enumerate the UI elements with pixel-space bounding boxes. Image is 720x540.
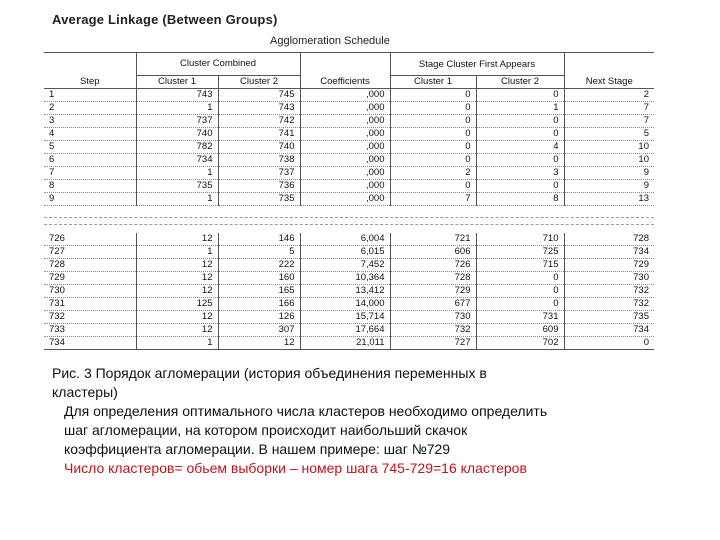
table-cell: 677 bbox=[390, 298, 476, 311]
table-cell: 12 bbox=[218, 337, 300, 350]
table-cell: 782 bbox=[136, 141, 218, 154]
col-header-stage-cluster-1: Cluster 1 bbox=[390, 76, 476, 89]
table-cell: 738 bbox=[218, 154, 300, 167]
table-cell: 729 bbox=[390, 285, 476, 298]
table-cell: 741 bbox=[218, 128, 300, 141]
table-cell: 728 bbox=[44, 259, 136, 272]
table-cell: 731 bbox=[44, 298, 136, 311]
table-cell: ,000 bbox=[300, 89, 390, 102]
table-cell: 13 bbox=[564, 193, 654, 206]
table-cell: 710 bbox=[476, 233, 564, 246]
table-cell: 0 bbox=[476, 298, 564, 311]
table-cell: 606 bbox=[390, 246, 476, 259]
table-cell: 12 bbox=[136, 311, 218, 324]
table-cell: 727 bbox=[44, 246, 136, 259]
table-row bbox=[44, 115, 654, 128]
table-cell: 166 bbox=[218, 298, 300, 311]
table-cell: 731 bbox=[476, 311, 564, 324]
table-cell: 737 bbox=[218, 167, 300, 180]
table-cell: 734 bbox=[44, 337, 136, 350]
table-cell: 6 bbox=[44, 154, 136, 167]
table-cell: 4 bbox=[44, 128, 136, 141]
col-header-coefficients: Coefficients bbox=[300, 76, 390, 89]
table-cell: 5 bbox=[564, 128, 654, 141]
table-cell: 3 bbox=[476, 167, 564, 180]
header-blank bbox=[564, 53, 654, 76]
col-header-step: Step bbox=[44, 76, 136, 89]
table-cell: 715 bbox=[476, 259, 564, 272]
table-cell: 740 bbox=[136, 128, 218, 141]
table-cell: 732 bbox=[564, 285, 654, 298]
table-cell: 745 bbox=[218, 89, 300, 102]
table-cell: 740 bbox=[218, 141, 300, 154]
table-cell: 9 bbox=[564, 180, 654, 193]
table-cell: 0 bbox=[564, 337, 654, 350]
caption-line: кластеры) bbox=[52, 384, 118, 400]
table-cell: 15,714 bbox=[300, 311, 390, 324]
table-cell: 733 bbox=[44, 324, 136, 337]
table-cell: 126 bbox=[218, 311, 300, 324]
header-blank bbox=[300, 53, 390, 76]
table-cell: 146 bbox=[218, 233, 300, 246]
table-cell: 0 bbox=[390, 180, 476, 193]
cluster-count-formula: Число кластеров= обьем выборки – номер шага 745-729=16 кластеров bbox=[64, 460, 527, 476]
table-cell: 6,004 bbox=[300, 233, 390, 246]
table-cell: 165 bbox=[218, 285, 300, 298]
table-cell: 734 bbox=[564, 324, 654, 337]
table-cell: 7 bbox=[44, 167, 136, 180]
table-cell: 0 bbox=[390, 128, 476, 141]
table-cell: 8 bbox=[44, 180, 136, 193]
table-row bbox=[44, 180, 654, 193]
table-cell: 735 bbox=[136, 180, 218, 193]
explanation-line: шаг агломерации, на котором происходит наибольший скачок bbox=[64, 422, 468, 438]
table-row bbox=[44, 128, 654, 141]
table-cell: 10 bbox=[564, 141, 654, 154]
table-cell: 2 bbox=[44, 102, 136, 115]
table-cell: 0 bbox=[476, 272, 564, 285]
table-cell: 5 bbox=[44, 141, 136, 154]
table-row bbox=[44, 141, 654, 154]
table-cell: ,000 bbox=[300, 180, 390, 193]
table-cell: 9 bbox=[44, 193, 136, 206]
table-cell: ,000 bbox=[300, 128, 390, 141]
table-cell: 729 bbox=[564, 259, 654, 272]
col-header-cluster-2: Cluster 2 bbox=[218, 76, 300, 89]
table-cell: 1 bbox=[136, 337, 218, 350]
table-cell: 737 bbox=[136, 115, 218, 128]
table-row bbox=[44, 246, 654, 259]
table-row bbox=[44, 259, 654, 272]
table-row bbox=[44, 154, 654, 167]
explanation-line: Для определения оптимального числа кластеров необходимо определить bbox=[64, 403, 548, 419]
procedure-heading: Average Linkage (Between Groups) bbox=[52, 12, 278, 27]
table-row bbox=[44, 233, 654, 246]
table-row bbox=[44, 167, 654, 180]
table-cell: 12 bbox=[136, 233, 218, 246]
table-cell: 7,452 bbox=[300, 259, 390, 272]
table-cell: 0 bbox=[476, 154, 564, 167]
table-cell: 2 bbox=[390, 167, 476, 180]
table-cell: 0 bbox=[476, 115, 564, 128]
table-cell: 729 bbox=[44, 272, 136, 285]
col-header-next-stage: Next Stage bbox=[564, 76, 654, 89]
table-cell: 732 bbox=[390, 324, 476, 337]
table-cell: 726 bbox=[390, 259, 476, 272]
table-cell: 4 bbox=[476, 141, 564, 154]
table-cell: 10 bbox=[564, 154, 654, 167]
table-cell: 732 bbox=[564, 298, 654, 311]
table-cell: 1 bbox=[476, 102, 564, 115]
table-title: Agglomeration Schedule bbox=[270, 35, 390, 47]
table-cell: 12 bbox=[136, 285, 218, 298]
table-cell: 728 bbox=[564, 233, 654, 246]
agglomeration-table-top bbox=[44, 52, 654, 206]
table-cell: 743 bbox=[136, 89, 218, 102]
table-cell: 6,015 bbox=[300, 246, 390, 259]
table-row bbox=[44, 298, 654, 311]
table-cell: 726 bbox=[44, 233, 136, 246]
table-cell: 0 bbox=[476, 180, 564, 193]
table-row bbox=[44, 324, 654, 337]
table-cell: 0 bbox=[390, 102, 476, 115]
column-header-row bbox=[44, 76, 654, 89]
table-row bbox=[44, 102, 654, 115]
table-cell: 0 bbox=[390, 115, 476, 128]
figure-caption bbox=[52, 364, 652, 478]
table-row bbox=[44, 89, 654, 102]
table-cell: 0 bbox=[390, 89, 476, 102]
col-header-stage-cluster-2: Cluster 2 bbox=[476, 76, 564, 89]
table-cell: 0 bbox=[390, 154, 476, 167]
table-cell: 727 bbox=[390, 337, 476, 350]
table-cell: 1 bbox=[136, 193, 218, 206]
table-cell: 160 bbox=[218, 272, 300, 285]
table-cell: 17,664 bbox=[300, 324, 390, 337]
table-cell: 736 bbox=[218, 180, 300, 193]
table-cell: 728 bbox=[390, 272, 476, 285]
table-row bbox=[44, 272, 654, 285]
table-cell: 12 bbox=[136, 259, 218, 272]
table-cell: 702 bbox=[476, 337, 564, 350]
col-header-cluster-1: Cluster 1 bbox=[136, 76, 218, 89]
table-cell: 0 bbox=[476, 285, 564, 298]
table-row bbox=[44, 193, 654, 206]
table-cell: 9 bbox=[564, 167, 654, 180]
table-cell: 735 bbox=[564, 311, 654, 324]
table-cell: 14,000 bbox=[300, 298, 390, 311]
table-cell: 1 bbox=[136, 246, 218, 259]
table-row bbox=[44, 311, 654, 324]
header-cluster-combined: Cluster Combined bbox=[136, 53, 300, 76]
table-cell: 1 bbox=[44, 89, 136, 102]
table-cell: 734 bbox=[136, 154, 218, 167]
table-cell: 0 bbox=[476, 128, 564, 141]
table-cell: 730 bbox=[44, 285, 136, 298]
caption-line: Рис. 3 Порядок агломерации (история объединения переменных в bbox=[52, 365, 487, 381]
table-cell: 10,364 bbox=[300, 272, 390, 285]
table-cell: 1 bbox=[136, 167, 218, 180]
table-cell: 12 bbox=[136, 324, 218, 337]
table-cell: ,000 bbox=[300, 102, 390, 115]
table-cell: 3 bbox=[44, 115, 136, 128]
table-cell: 21,011 bbox=[300, 337, 390, 350]
table-cell: 13,412 bbox=[300, 285, 390, 298]
table-cell: 734 bbox=[564, 246, 654, 259]
table-cell: 725 bbox=[476, 246, 564, 259]
table-cell: 8 bbox=[476, 193, 564, 206]
table-cell: 2 bbox=[564, 89, 654, 102]
group-header-row bbox=[44, 53, 654, 76]
table-cell: 12 bbox=[136, 272, 218, 285]
table-cell: ,000 bbox=[300, 193, 390, 206]
explanation-line: коэффициента агломерации. В нашем примере: шаг №729 bbox=[64, 441, 451, 457]
table-cell: 735 bbox=[218, 193, 300, 206]
table-cell: 5 bbox=[218, 246, 300, 259]
agglomeration-table-bottom bbox=[44, 233, 654, 350]
table-cell: 1 bbox=[136, 102, 218, 115]
table-cell: 7 bbox=[390, 193, 476, 206]
table-cell: 730 bbox=[564, 272, 654, 285]
table-cell: 7 bbox=[564, 102, 654, 115]
table-cell: ,000 bbox=[300, 154, 390, 167]
table-gap-divider bbox=[44, 217, 654, 218]
table-cell: 743 bbox=[218, 102, 300, 115]
table-cell: 125 bbox=[136, 298, 218, 311]
table-cell: 222 bbox=[218, 259, 300, 272]
table-cell: ,000 bbox=[300, 115, 390, 128]
table-cell: 742 bbox=[218, 115, 300, 128]
table-cell: 7 bbox=[564, 115, 654, 128]
table-cell: 0 bbox=[390, 141, 476, 154]
table-row bbox=[44, 337, 654, 350]
header-blank bbox=[44, 53, 136, 76]
table-cell: 732 bbox=[44, 311, 136, 324]
table-cell: 609 bbox=[476, 324, 564, 337]
table-cell: 307 bbox=[218, 324, 300, 337]
header-stage-first-appears: Stage Cluster First Appears bbox=[390, 53, 564, 76]
table-row bbox=[44, 285, 654, 298]
table-cell: ,000 bbox=[300, 167, 390, 180]
table-cell: 0 bbox=[476, 89, 564, 102]
table-cell: 730 bbox=[390, 311, 476, 324]
table-gap-divider bbox=[44, 224, 654, 225]
table-cell: 721 bbox=[390, 233, 476, 246]
table-cell: ,000 bbox=[300, 141, 390, 154]
